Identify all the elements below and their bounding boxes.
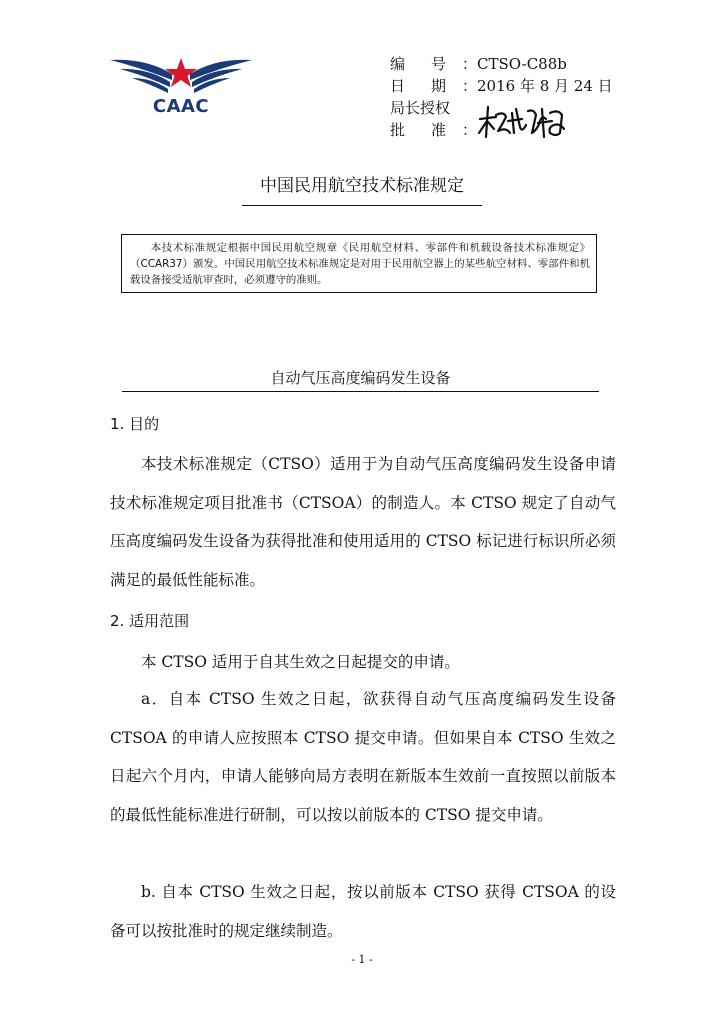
meta-value-number: CTSO-C88b bbox=[477, 55, 567, 73]
paragraph-scope-a: a．自本 CTSO 生效之日起，欲获得自动气压高度编码发生设备 CTSOA 的申请人应按照本 CTSO 提交申请。但如果自本 CTSO 生效之日起六个月内，申请人能够向局方表明在新版本生效前一直按照以前版本的最低性能标准进行研制，可以按以前版本的 CTSO 提交申请。 bbox=[110, 690, 616, 824]
section-heading-scope: 2. 适用范围 bbox=[110, 612, 190, 630]
meta-label-authorization: 局长授权 bbox=[390, 99, 451, 117]
meta-label-approval: 批 准 bbox=[390, 121, 446, 139]
meta-row-approval: 批 准 ： bbox=[390, 121, 478, 139]
meta-row-date: 日 期 ： 2016 年 8 月 24 日 bbox=[390, 77, 613, 95]
handwritten-signature bbox=[476, 103, 568, 141]
paragraph-scope-intro: 本 CTSO 适用于自其生效之日起提交的申请。 bbox=[141, 653, 460, 671]
caac-logo bbox=[106, 50, 256, 122]
meta-value-date: 2016 年 8 月 24 日 bbox=[477, 77, 613, 95]
meta-row-number: 编 号 ： CTSO-C88b bbox=[390, 55, 567, 73]
document-title-underline bbox=[122, 391, 599, 392]
paragraph-scope-b: b. 自本 CTSO 生效之日起，按以前版本 CTSO 获得 CTSOA 的设备可以按批准时的规定继续制造。 bbox=[110, 883, 616, 940]
title-underline bbox=[242, 205, 482, 206]
wings-emblem-icon bbox=[106, 50, 256, 98]
section-heading-purpose: 1. 目的 bbox=[110, 415, 160, 433]
meta-label-date: 日 期 bbox=[390, 77, 446, 95]
page-title: 中国民用航空技术标准规定 bbox=[260, 176, 464, 196]
notice-box: 本技术标准规定根据中国民用航空规章《民用航空材料、零部件和机载设备技术标准规定》（CCAR37）颁发。中国民用航空技术标准规定是对用于民用航空器上的某些航空材料、零部件和机载设备接受适航审查时，必须遵守的准则。 bbox=[121, 234, 597, 293]
page-number: - 1 - bbox=[351, 953, 373, 966]
meta-label-number: 编 号 bbox=[390, 55, 446, 73]
document-title: 自动气压高度编码发生设备 bbox=[270, 369, 451, 387]
paragraph-purpose: 本技术标准规定（CTSO）适用于为自动气压高度编码发生设备申请技术标准规定项目批准书（CTSOA）的制造人。本 CTSO 规定了自动气压高度编码发生设备为获得批准和使用适用的 CTSO 标记进行标识所必须满足的最低性能标准。 bbox=[110, 455, 616, 589]
logo-text: CAAC bbox=[152, 96, 210, 117]
